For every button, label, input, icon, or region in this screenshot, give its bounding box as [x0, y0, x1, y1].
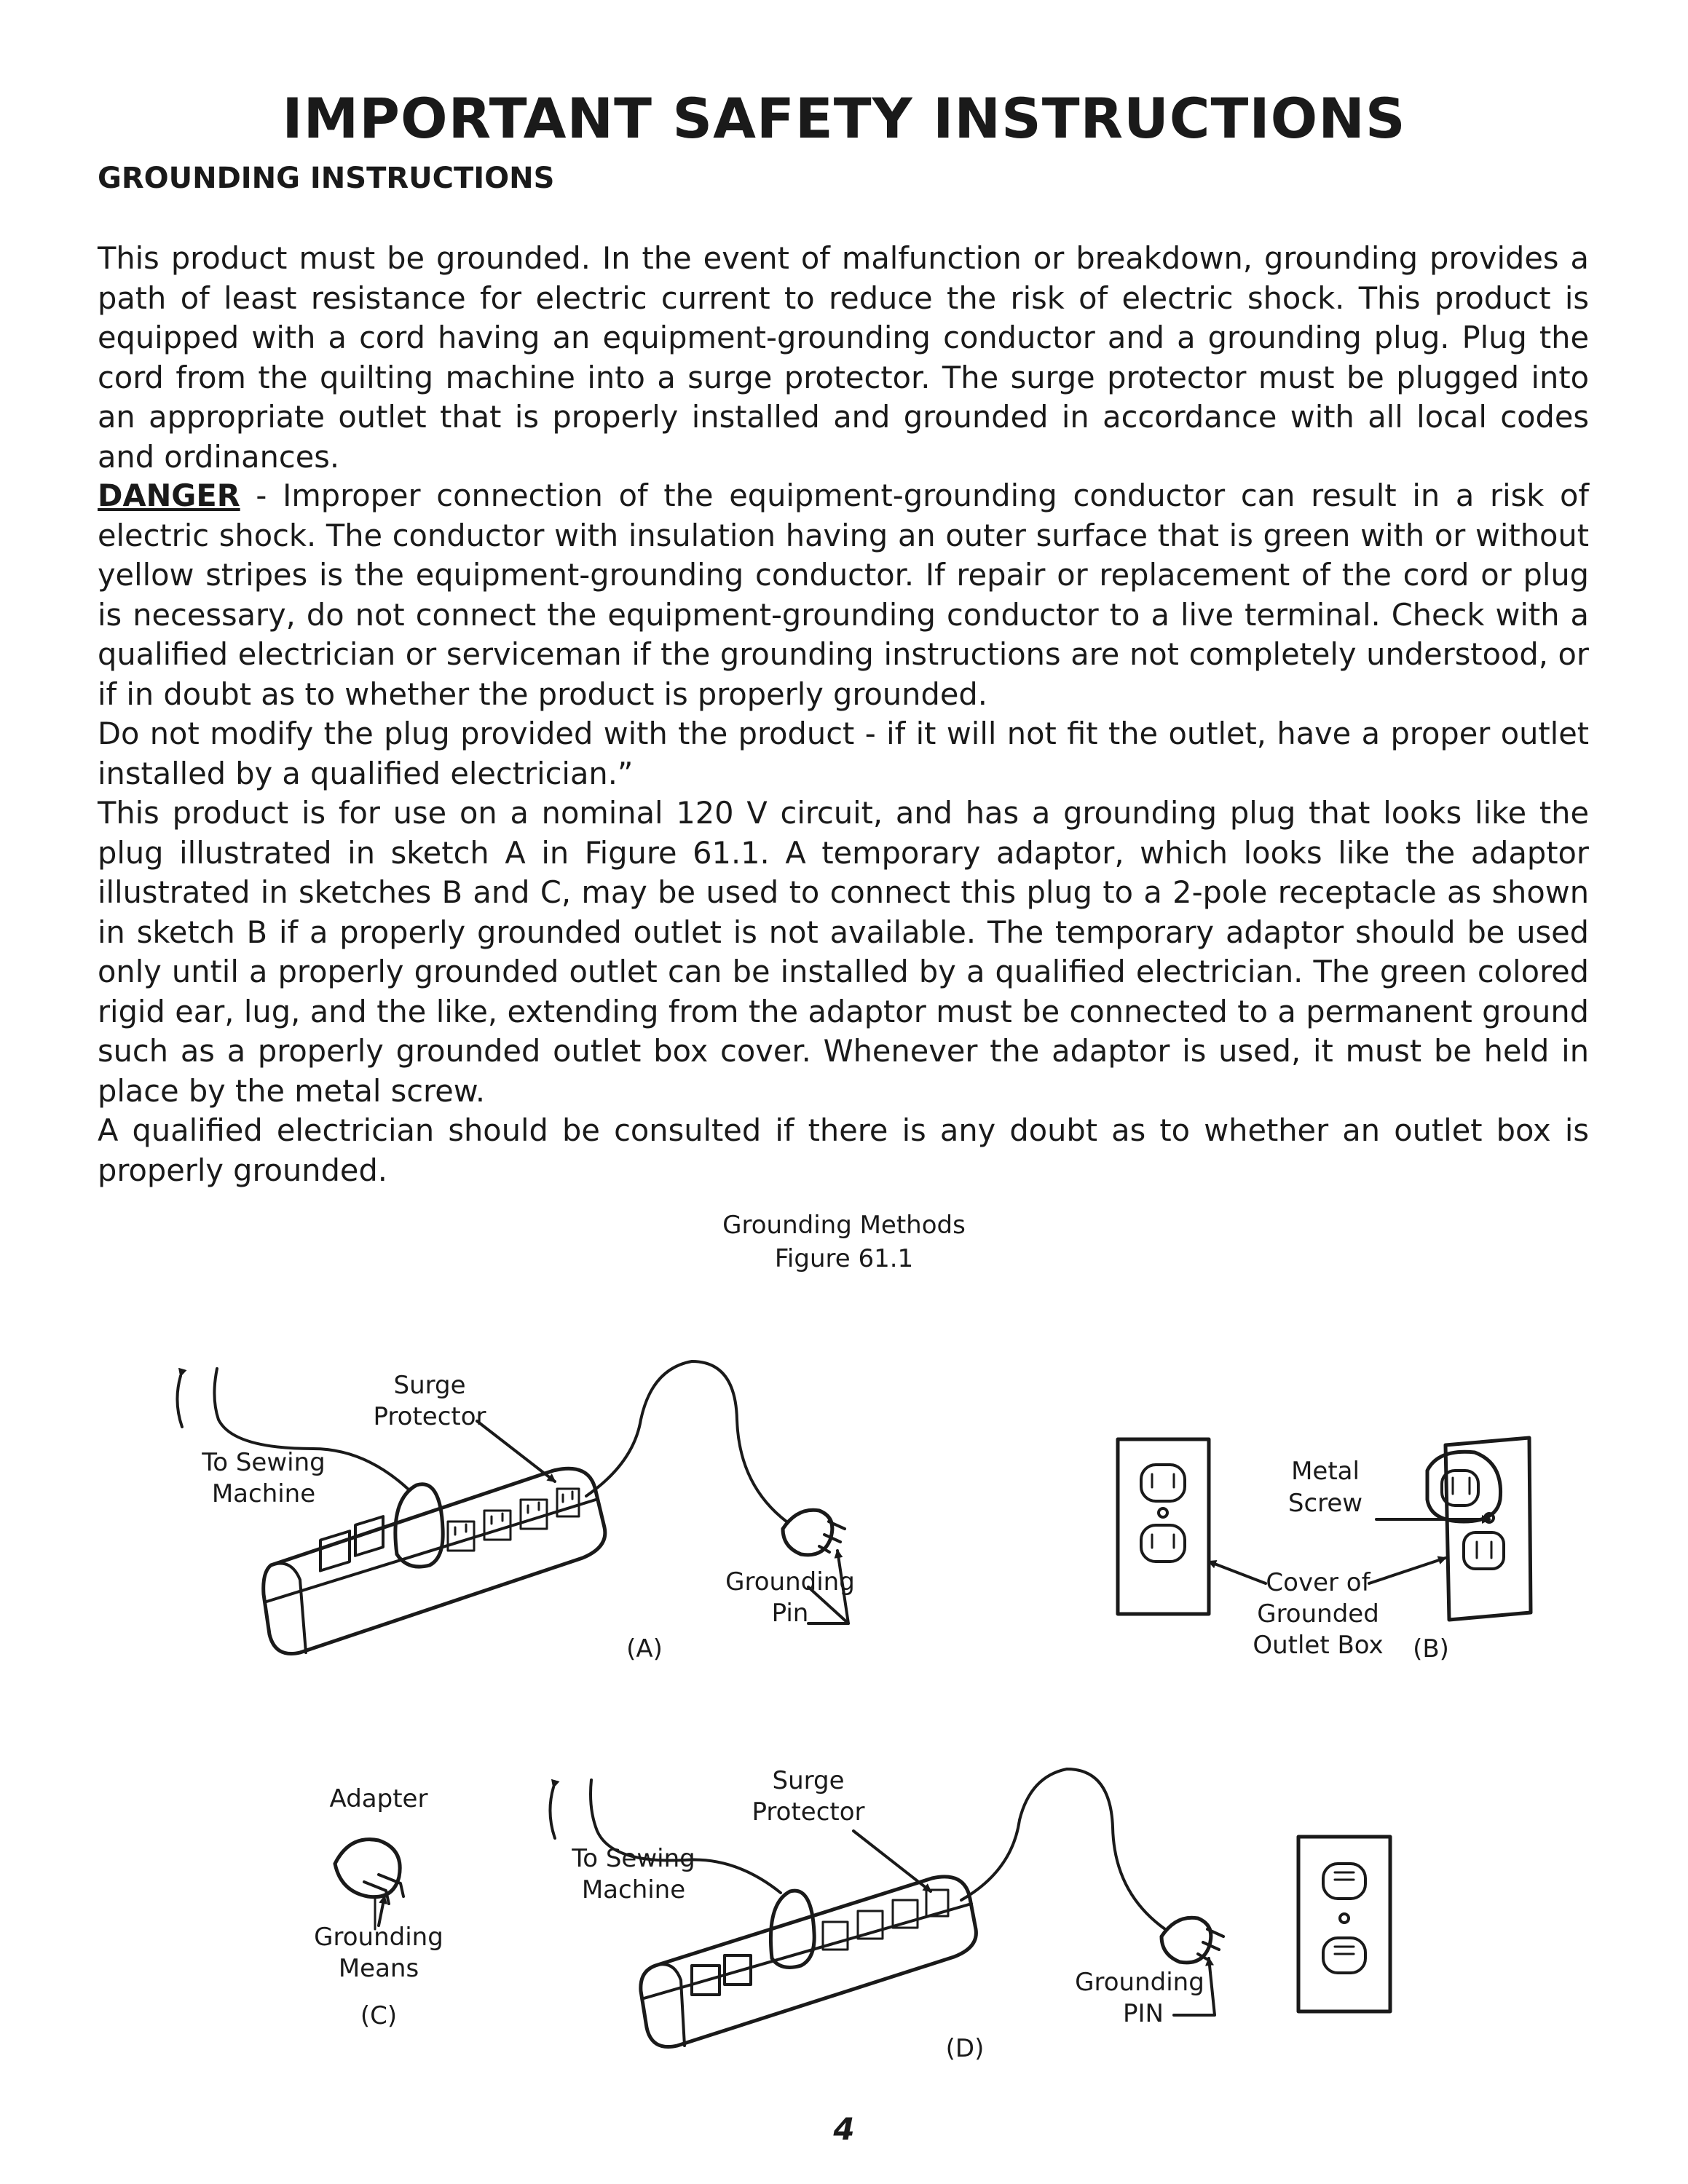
label-cover-line3: Outlet Box: [1253, 1631, 1384, 1660]
label-pin-d-line2: PIN: [1123, 1999, 1164, 2028]
label-sewing-d-line2: Machine: [581, 1875, 686, 1904]
label-surge-a-line2: Protector: [373, 1402, 486, 1431]
figure-number: Figure 61.1: [774, 1244, 914, 1273]
sketch-d-letter: (D): [945, 2034, 985, 2063]
label-surge-d-line2: Protector: [752, 1797, 865, 1827]
label-means-line2: Means: [338, 1954, 419, 1983]
label-surge-a-line1: Surge: [393, 1371, 466, 1400]
sketch-c-adapter: [335, 1840, 403, 1929]
sketch-a-letter: (A): [626, 1634, 663, 1663]
sketch-b-outlet-box: [1118, 1439, 1209, 1614]
label-sewing-a-line1: To Sewing: [202, 1448, 326, 1477]
label-surge-d-line1: Surge: [772, 1766, 845, 1795]
figure-title: Grounding Methods: [722, 1211, 966, 1240]
danger-text: - Improper connection of the equipment-grounding conductor can result in a risk of electric shock. The conductor with insulation having an outer surface that is green with or without yellow stripes is the equipment-grounding conductor. If repair or replacement of the cord or plug is necessary, do not connect the equipment-grounding conductor to a live terminal. Check with a qualified electrician or serviceman if the grounding instructions are not completely understood, or if in doubt as to whether the product is properly grounded.: [98, 478, 1589, 712]
sketch-b-adapter-on-outlet: [1427, 1438, 1531, 1620]
label-metal-line1: Metal: [1291, 1457, 1360, 1486]
paragraph-grounding: This product must be grounded. In the event of malfunction or breakdown, grounding provides a path of least resistance for electric current to reduce the risk of electric shock. This product is equipped with a cord having an equipment-grounding conductor and a grounding plug. Plug the cord from the quilting machine into a surge protector. The surge protector must be plugged into an appropriate outlet that is properly installed and grounded in accordance with all local codes and ordinances.: [98, 240, 1589, 475]
label-sewing-a-line2: Machine: [211, 1479, 316, 1508]
paragraph-120v-circuit: This product is for use on a nominal 120 V circuit, and has a grounding plug that looks like the plug illustrated in sketch A in Figure 61.1. A temporary adaptor, which looks like the adaptor illustrated in sketches B and C, may be used to connect this plug to a 2-pole receptacle as shown in sketch B if a properly grounded outlet is not available. The temporary adaptor should be used only until a properly grounded outlet can be installed by a qualified electrician. The green colored rigid ear, lug, and the like, extending from the adaptor must be connected to a permanent ground such as a properly grounded outlet box cover. Whenever the adaptor is used, it must be held in place by the metal screw.: [98, 795, 1589, 1109]
paragraph-modify-plug: Do not modify the plug provided with the product - if it will not fit the outlet, have a proper outlet installed by a qualified electrician.”: [98, 716, 1589, 791]
label-adapter: Adapter: [329, 1784, 428, 1813]
section-heading: GROUNDING INSTRUCTIONS: [98, 162, 555, 195]
sketch-b-letter: (B): [1413, 1634, 1449, 1663]
label-cover-line1: Cover of: [1266, 1568, 1370, 1597]
paragraph-consult-electrician: A qualified electrician should be consulted if there is any doubt as to whether an outlet box is properly grounded.: [98, 1112, 1589, 1188]
page-title: IMPORTANT SAFETY INSTRUCTIONS: [282, 86, 1406, 151]
sketch-c-letter: (C): [360, 2001, 398, 2030]
leader-grounding-means: [379, 1896, 384, 1926]
label-pin-d-line1: Grounding: [1075, 1968, 1204, 1997]
danger-label: DANGER: [98, 478, 240, 513]
sketch-d-outlet: [1298, 1837, 1390, 2011]
page-number: 4: [833, 2111, 855, 2147]
label-sewing-d-line1: To Sewing: [572, 1844, 695, 1873]
label-pin-a-line1: Grounding: [725, 1567, 855, 1597]
label-metal-line2: Screw: [1287, 1489, 1363, 1518]
label-means-line1: Grounding: [314, 1923, 443, 1952]
leader-surge-protector-d: [853, 1831, 931, 1891]
label-cover-line2: Grounded: [1257, 1599, 1379, 1629]
label-pin-a-line2: Pin: [771, 1599, 809, 1628]
